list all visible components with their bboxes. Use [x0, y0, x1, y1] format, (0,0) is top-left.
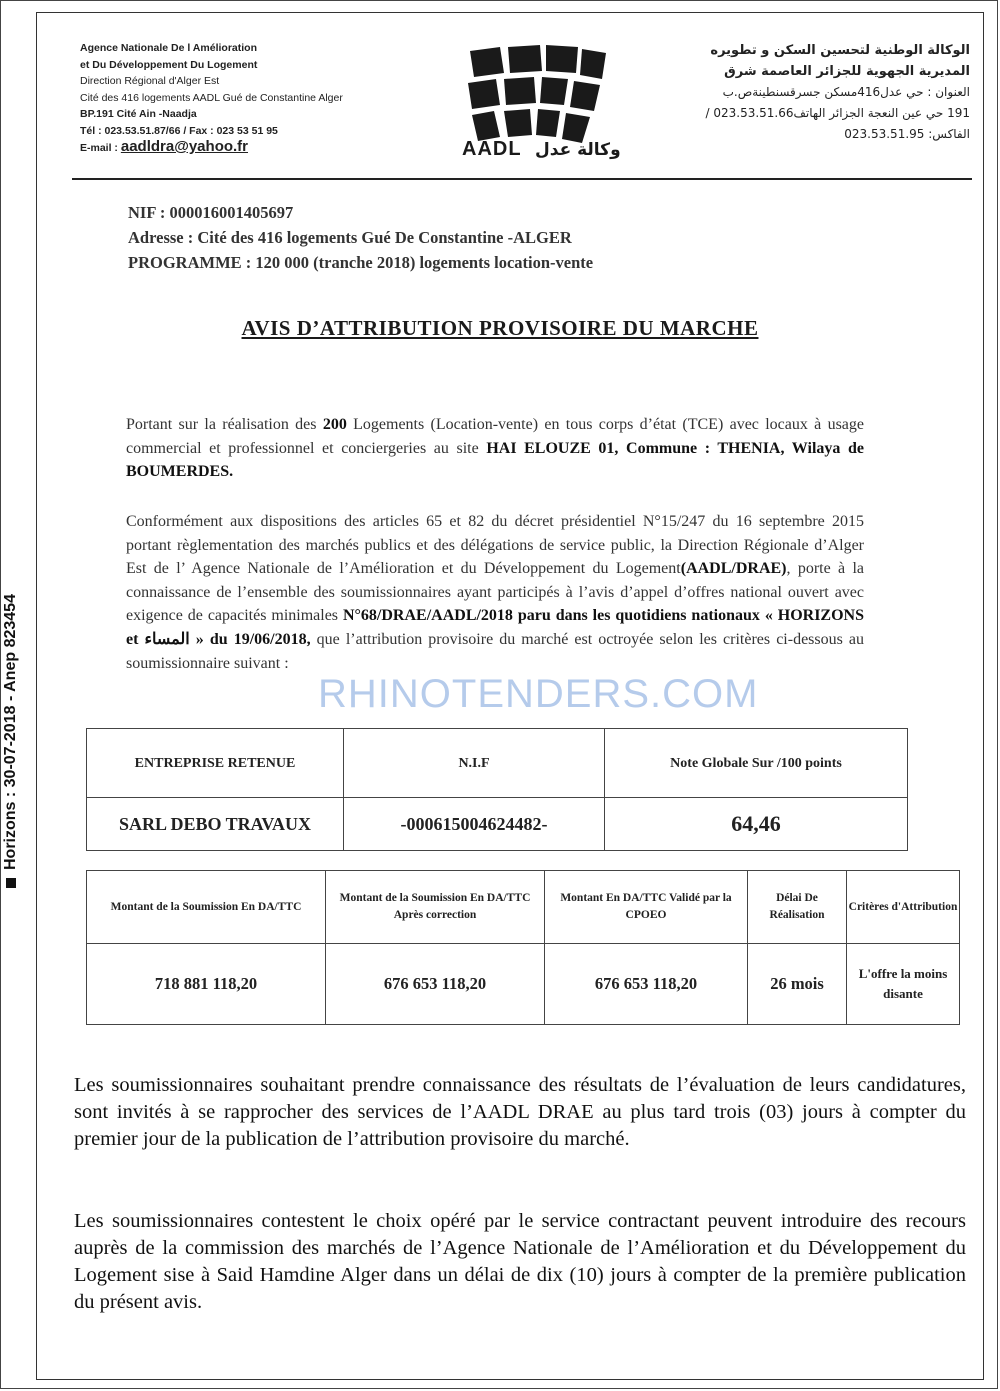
phone-line: Tél : 023.53.51.87/66 / Fax : 023 53 51 95: [80, 124, 278, 137]
header-nif: N.I.F: [344, 729, 605, 798]
cell-montant-soumission: 718 881 118,20: [87, 944, 326, 1025]
logo-arabic-text: وكالة عدل: [535, 140, 621, 160]
cell-montant-valide: 676 653 118,20: [545, 944, 748, 1025]
email-value[interactable]: aadldra@yahoo.fr: [120, 138, 249, 155]
bullet-icon: [6, 878, 16, 888]
table-row: [87, 944, 960, 1025]
footer-paragraph-appeal: Les soumissionnaires contestent le choix opéré par le service contractant peuvent introduire des recours auprès de la commission des marchés de l’Agence Nationale de l’Amélioration et du Développement du Logement sise à Said Hamdine Alger dans un délai de dix (10) jours à compter de la première publication du présent avis.: [74, 1210, 966, 1313]
header-left: [80, 40, 460, 157]
side-caption: Horizons : 30-07-2018 - Anep 823454: [2, 594, 20, 888]
email-line: E-mail : aadldra@yahoo.fr: [80, 138, 249, 155]
table-header-row: [87, 729, 908, 798]
arabic-line3: العنوان : حي عدل416مسكن جسرقسنطينةص.ب: [722, 85, 970, 99]
cell-note: 64,46: [605, 798, 908, 851]
cell-montant-correction: 676 653 118,20: [326, 944, 545, 1025]
page-title: AVIS D’ATTRIBUTION PROVISOIRE DU MARCHE: [241, 316, 759, 340]
bp-line: BP.191 Cité Ain -Naadja: [80, 108, 197, 120]
paragraph-object: Portant sur la réalisation des 200 Logements (Location-vente) en tous corps d’état (TCE) avec locaux à usage commercial et professionnel et conciergeries au site HAI ELOUZE 01, Commune : THENIA, Wilaya de BOUMERDES.: [126, 416, 865, 481]
address-line: Cité des 416 logements AADL Gué de Constantine Alger: [80, 91, 343, 104]
arabic-line5: الفاكس: 023.53.51.95: [844, 127, 970, 141]
header-criteres: Critères d'Attribution: [847, 871, 960, 944]
arabic-line1: الوكالة الوطنية لتحسين السكن و تطويره: [710, 43, 970, 58]
cell-entreprise: SARL DEBO TRAVAUX: [87, 798, 344, 851]
header-montant-valide: Montant En DA/TTC Validé par la CPOEO: [545, 871, 748, 944]
header-montant-soumission: Montant de la Soumission En DA/TTC: [87, 871, 326, 944]
header-montant-correction: Montant de la Soumission En DA/TTC Après correction: [326, 871, 545, 944]
arabic-line4: 191 حي عين النعجة الجزائر الهاتف023.53.51.66 /: [705, 106, 970, 120]
cell-criteres: L'offre la moins disante: [847, 944, 960, 1025]
watermark: RHINOTENDERS.COM: [318, 672, 759, 716]
header-divider: [72, 178, 972, 180]
nif-line: NIF : 000016001405697: [128, 203, 294, 222]
paragraph-conformity: Conformément aux dispositions des articles 65 et 82 du décret présidentiel N°15/247 du 16 septembre 2015 portant règlementation des marchés publics et des délégations de service public, la Direction Régionale d’Alger Est de l’ Agence Nationale de l’Amélioration et du Développement du Logement(AADL/DRAE), porte à la connaissance de l’ensemble des soumissionnaires ayant participés à l’avis d’appel d’offres national ouvert avec exigence de capacités minimales N°68/DRAE/AADL/2018 paru dans les quotidiens nationaux « HORIZONS et المساء » du 19/06/2018, que l’attribution provisoire du marché est octroyée selon les critères ci-dessous au soumissionnaire suivant :: [126, 513, 865, 672]
footer-paragraph-results: Les soumissionnaires souhaitant prendre connaissance des résultats de l’évaluation de leurs candidatures, sont invités à se rapprocher des services de l’AADL DRAE au plus tard trois (03) jours à compter du premier jour de la publication de l’attribution provisoire du marché.: [74, 1074, 966, 1150]
meta-block: [128, 200, 593, 275]
table-header-row: [87, 871, 960, 944]
logo-text: AADL: [462, 138, 522, 160]
direction-line: Direction Régional d'Alger Est: [80, 75, 220, 87]
programme-line: PROGRAMME : 120 000 (tranche 2018) logements location-vente: [128, 253, 594, 272]
arabic-line2: المديرية الجهوية للجزائر العاصمة شرق: [724, 64, 970, 79]
header-delai: Délai De Réalisation: [748, 871, 847, 944]
table-row: [87, 798, 908, 851]
header-note: Note Globale Sur /100 points: [605, 729, 908, 798]
header-right-arabic: [620, 40, 970, 145]
winner-table: [86, 728, 908, 851]
amounts-table: [86, 870, 960, 1025]
agency-name-line1: Agence Nationale De l Amélioration: [80, 42, 257, 54]
adresse-line: Adresse : Cité des 416 logements Gué De Constantine -ALGER: [128, 228, 572, 247]
header-entreprise: ENTREPRISE RETENUE: [87, 729, 344, 798]
cell-delai: 26 mois: [748, 944, 847, 1025]
cell-nif: -000615004624482-: [344, 798, 605, 851]
agency-name-line2: et Du Développement Du Logement: [80, 58, 258, 71]
